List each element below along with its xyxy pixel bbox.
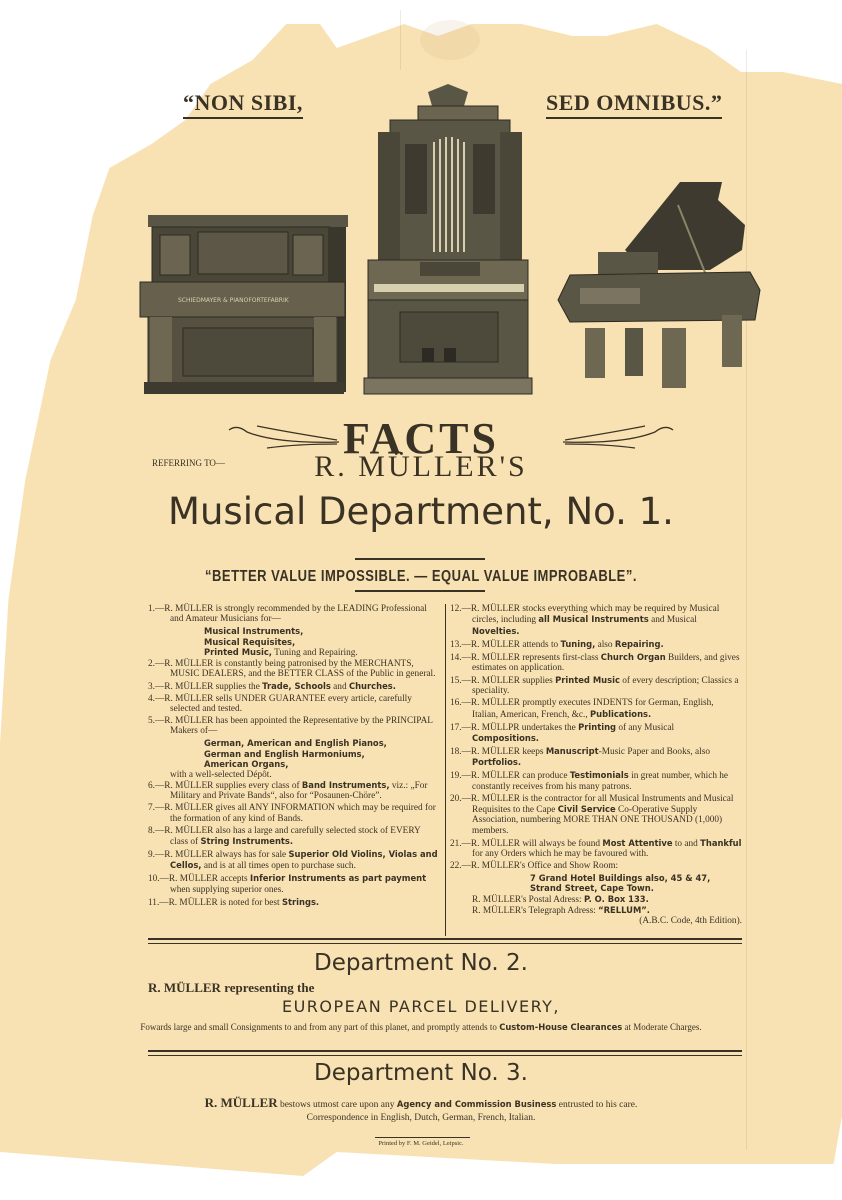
motto-right: SED OMNIBUS.” [546,90,722,119]
office-address: 7 Grand Hotel Buildings also, 45 & 47, Strand Street, Cape Town. [530,872,711,894]
slogan: “BETTER VALUE IMPOSSIBLE. — EQUAL VALUE IMPROBABLE”. [205,566,637,585]
fact-22: 22.—R. MÜLLER's Office and Show Room: [450,860,619,871]
referring-to-label: REFERRING TO— [152,458,225,468]
tear-line [400,10,401,70]
correspondence-languages: Correspondence in English, Dutch, German, French, Italian. [306,1113,536,1123]
stain [420,20,480,60]
fact-7: 7.—R. MÜLLER gives all ANY INFORMATION which may be required for the formation of any kind of Bands. [148,803,436,824]
department-3-heading: Department No. 3. [314,1060,528,1086]
department-2-representing: R. MÜLLER representing the [148,980,315,995]
department-2-description: Fowards large and small Consignments to and from any part of this planet, and promptly attends to Custom-House Clearances at Moderate Charges. [140,1022,702,1032]
section-divider [148,1050,742,1056]
fact-6: 6.—R. MÜLLER supplies every class of Band Instruments, viz.: „For Military and Private Bands“, also for “Posaunen-Chöre”. [148,780,428,802]
fact-3: 3.—R. MÜLLER supplies the Trade, Schools and Churches. [148,680,396,692]
divider [375,1137,470,1138]
abc-code: (A.B.C. Code, 4th Edition). [639,916,742,927]
fact-17: 17.—R. MÜLLPR undertakes the Printing of any Musical Compositions. [450,721,675,743]
facts-left-column [148,604,440,909]
fact-12: 12.—R. MÜLLER stocks everything which may be required by Musical circles, including all Musical Instruments and Musical Novelties. [450,604,720,636]
owner-heading: R. MÜLLER'S [314,450,528,483]
divider [355,558,485,560]
fact-19: 19.—R. MÜLLER can produce Testimonials in great number, which he constantly receives from his many patrons. [450,770,729,792]
fact-2: 2.—R. MÜLLER is constantly being patronised by the MERCHANTS, MUSIC DEALERS, and the BETTER CLASS of the Public in general. [148,658,436,679]
postal-address: R. MÜLLER's Postal Adress: P. O. Box 133. [472,893,649,905]
fact-18: 18.—R. MÜLLER keeps Manuscript-Music Paper and Books, also Portfolios. [450,745,710,768]
european-parcel-delivery: EUROPEAN PARCEL DELIVERY, [281,997,561,1016]
department-2-heading: Department No. 2. [314,950,528,976]
department-3-description: R. MÜLLER bestows utmost care upon any Agency and Commission Business entrusted to his care. [204,1095,638,1110]
piano-maker-label: SCHIEDMAYER & PIANOFORTEFABRIK [178,297,289,304]
fact-9: 9.—R. MÜLLER always has for sale Superior Old Violins, Violas and Cellos, and is at all times open to purchase such. [148,848,438,872]
facts-columns [148,604,742,936]
telegraph-address: R. MÜLLER's Telegraph Adress: “RELLUM”. [472,905,650,917]
department-1-heading: Musical Department, No. 1. [168,490,674,533]
fact-15: 15.—R. MÜLLER supplies Printed Music of every description; Classics a speciality. [450,674,739,697]
section-divider [148,938,742,944]
fact-5-list: German, American and English Pianos, German and English Harmoniums, American Organs, [204,738,387,770]
fact-21: 21.—R. MÜLLER will always be found Most Attentive to and Thankful for any Orders which he may be favoured with. [450,837,742,860]
facts-right-column [450,604,742,927]
fact-20: 20.—R. MÜLLER is the contractor for all Musical Instruments and Musical Requisites to the Cape Civil Service Co-Operative Supply Association, numbering MORE THAN ONE THOUSAND (1,000) members. [450,793,734,836]
fact-13: 13.—R. MÜLLER attends to Tuning, also Repairing. [450,638,664,650]
organ-illustration [360,84,536,400]
facts-heading: FACTS [343,414,499,463]
fact-11: 11.—R. MÜLLER is noted for best Strings. [148,896,320,908]
fact-1-list: Musical Instruments, Musical Requisites, Printed Music, Tuning and Repairing. [204,626,358,659]
divider [355,590,485,592]
fact-4: 4.—R. MÜLLER sells UNDER GUARANTEE every article, carefully selected and tested. [148,693,412,715]
fact-8: 8.—R. MÜLLER also has a large and carefully selected stock of EVERY class of String Instruments. [148,825,421,848]
fact-5: 5.—R. MÜLLER has been appointed the Representative by the PRINCIPAL Makers of— [148,716,433,737]
fact-5-tail: with a well-selected Dépôt. [170,769,272,780]
fact-14: 14.—R. MÜLLER represents first-class Church Organ Builders, and gives estimates on application. [450,651,740,674]
upright-piano-illustration [138,210,356,398]
printer-credit: Printed by F. M. Geidel, Leipsic. [378,1140,464,1147]
fact-16: 16.—R. MÜLLER promptly executes INDENTS for German, English, Italian, American, French, &c., Publications. [450,698,714,720]
grand-piano-illustration [550,170,770,400]
fact-10: 10.—R. MÜLLER accepts Inferior Instruments as part payment when supplying superior ones. [148,873,427,895]
fact-1: 1.—R. MÜLLER is strongly recommended by the LEADING Professional and Amateur Musicians for— [148,604,427,625]
motto-left: “NON SIBI, [183,90,303,119]
column-divider [445,604,446,936]
